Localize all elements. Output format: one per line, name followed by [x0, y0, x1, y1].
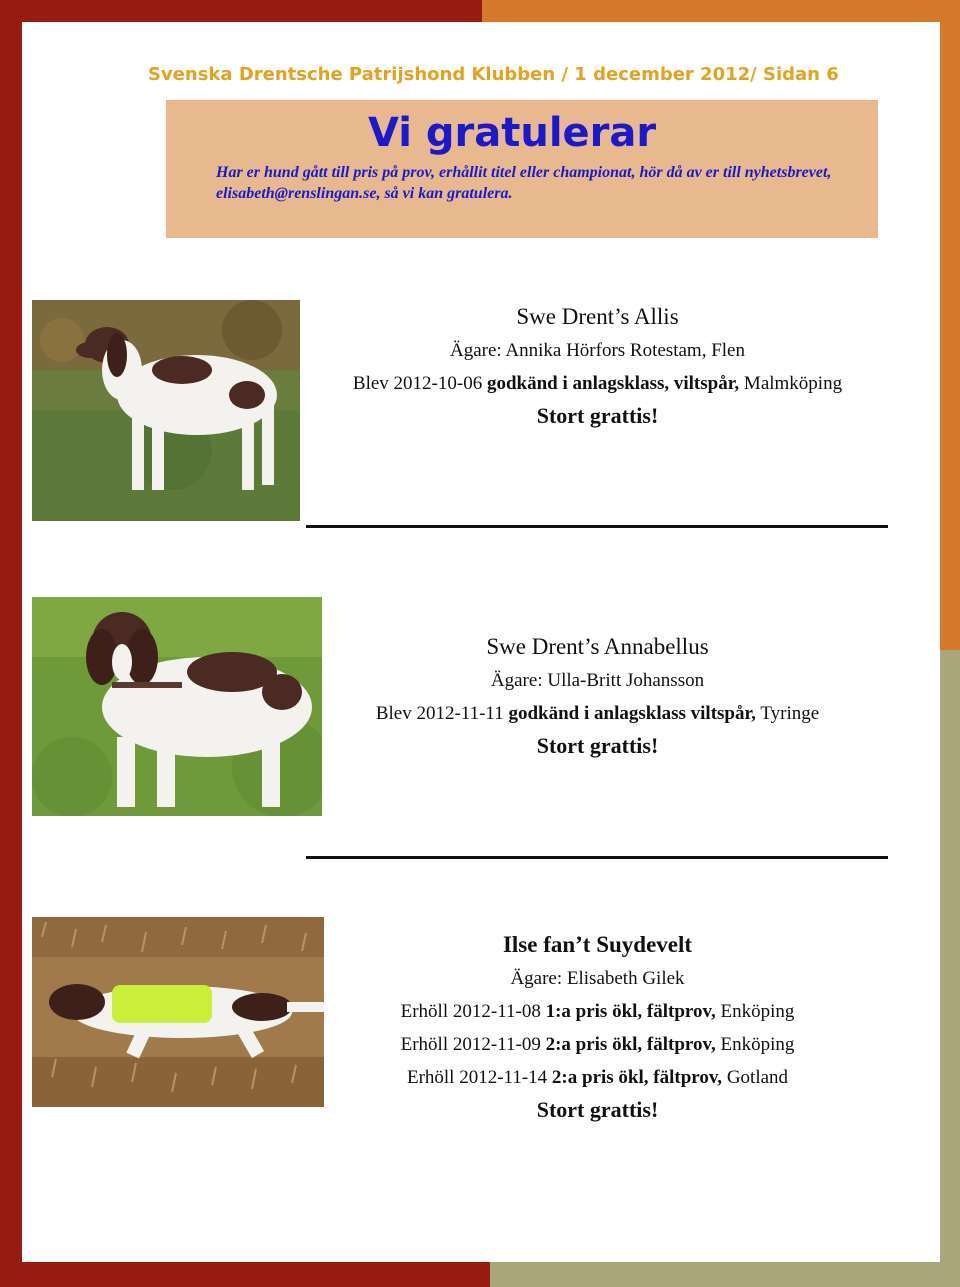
- congrats-line: Stort grattis!: [536, 1097, 659, 1122]
- frame-right-lower: [940, 650, 960, 1287]
- dog-name: Swe Drent’s Allis: [516, 304, 679, 329]
- congrats-banner: [166, 100, 878, 238]
- owner-line: Ägare: Elisabeth Gilek: [510, 968, 685, 989]
- dog-name: Ilse fan’t Suydevelt: [502, 932, 693, 957]
- frame-left: [0, 0, 22, 1287]
- result-line: Blev 2012-11-11 godkänd i anlagsklass viltspår, Tyringe: [375, 703, 820, 724]
- frame-top-left: [0, 0, 482, 22]
- congrats-line: Stort grattis!: [536, 733, 659, 758]
- frame-top-right: [482, 0, 960, 22]
- owner-line: Ägare: Annika Hörfors Rotestam, Flen: [450, 340, 745, 361]
- page-header: Svenska Drentsche Patrijshond Klubben / 1 december 2012/ Sidan 6: [148, 64, 839, 85]
- congrats-line: Stort grattis!: [536, 403, 659, 428]
- dog-name: Swe Drent’s Annabellus: [486, 634, 709, 659]
- owner-line: Ägare: Ulla-Britt Johansson: [490, 670, 705, 691]
- divider-line: [306, 856, 888, 859]
- banner-title: Vi gratulerar: [368, 110, 657, 156]
- result-line: Erhöll 2012-11-14 2:a pris ökl, fältprov, Gotland: [406, 1067, 789, 1088]
- dog-photo-allis: [32, 300, 300, 521]
- divider-line: [306, 525, 888, 528]
- entry-ilse: [310, 928, 885, 1125]
- banner-text: Har er hund gått till pris på prov, erhållit titel eller championat, hör då av er till nyhetsbrevet, elisabeth@renslingan.se, så vi kan gratulera.: [216, 164, 832, 202]
- result-line: Erhöll 2012-11-08 1:a pris ökl, fältprov, Enköping: [400, 1001, 795, 1022]
- entry-allis: [310, 300, 885, 431]
- dog-photo-annabellus: [32, 597, 322, 816]
- dog-photo-ilse: [32, 917, 324, 1107]
- frame-bottom-left: [0, 1262, 490, 1287]
- result-line: Blev 2012-10-06 godkänd i anlagsklass, viltspår, Malmköping: [352, 373, 843, 394]
- frame-right-upper: [940, 0, 960, 660]
- entry-annabellus: [310, 630, 885, 761]
- frame-bottom-right: [490, 1262, 960, 1287]
- result-line: Erhöll 2012-11-09 2:a pris ökl, fältprov, Enköping: [400, 1034, 795, 1055]
